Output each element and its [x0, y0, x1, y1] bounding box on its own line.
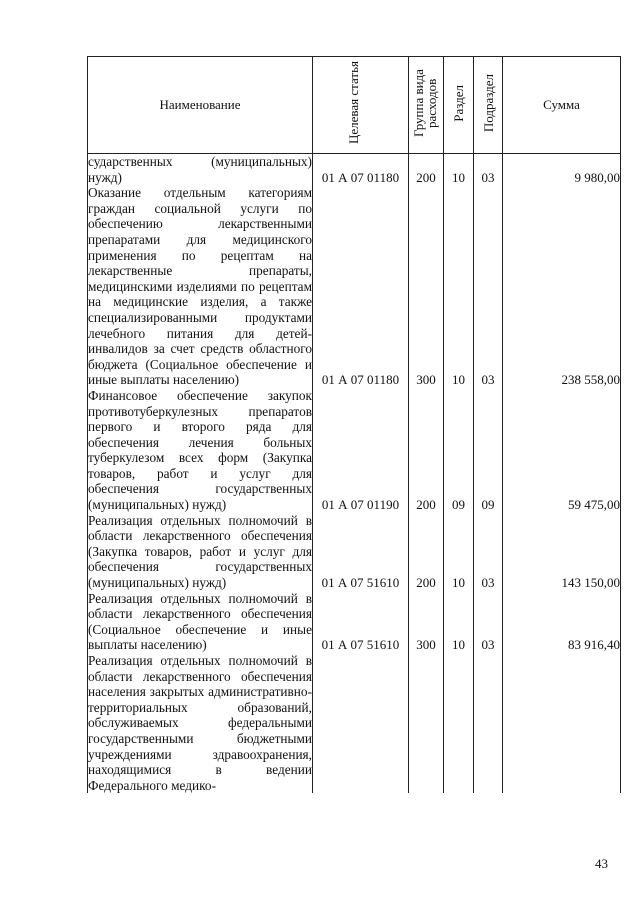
row-code	[313, 653, 409, 793]
row-name: сударственных (муниципальных) нужд)	[88, 154, 312, 185]
page-number: 43	[595, 856, 608, 871]
row-code: 01 А 07 01180	[313, 154, 409, 186]
header-target: Целевая статья	[313, 57, 409, 154]
row-group: 200	[409, 388, 444, 513]
row-sum: 143 150,00	[503, 513, 621, 591]
row-name: Реализация отдельных полномочий в области лекарственного обеспечения населения закрытых административно-территориальных образований, обслуживаемых федеральными государственными бюджетными учреждениями здравоохранения, находящимися в ведении Федерального медико-	[88, 653, 312, 793]
header-sum: Сумма	[503, 57, 621, 154]
row-sum: 9 980,00	[503, 154, 621, 186]
row-subsection: 03	[474, 185, 503, 388]
row-name: Финансовое обеспечение закупок противотуберкулезных препаратов первого и второго ряда для обеспечения лечения больных туберкулезом всех форм (Закупка товаров, работ и услуг для обеспечения государственных (муниципальных) нужд)	[88, 387, 312, 513]
row-code: 01 А 07 01180	[313, 185, 409, 388]
row-subsection: 03	[474, 154, 503, 186]
row-group: 200	[409, 154, 444, 186]
row-section	[444, 653, 474, 793]
header-section: Раздел	[444, 57, 474, 154]
row-section: 10	[444, 513, 474, 591]
row-sum: 238 558,00	[503, 185, 621, 388]
table-row	[88, 591, 621, 653]
row-group: 200	[409, 513, 444, 591]
row-code: 01 А 07 51610	[313, 591, 409, 653]
row-subsection: 03	[474, 513, 503, 591]
row-name: Оказание отдельным категориям граждан социальной услуги по обеспечению лекарственными препаратами для медицинского применения по рецептам на лекарственные препараты, медицинскими изделиями по рецептам на медицинские изделия, а также специализированными продуктами лечебного питания для детей-инвалидов за счет средств областного бюджета (Социальное обеспечение и иные выплаты населению)	[88, 185, 312, 388]
row-subsection: 09	[474, 388, 503, 513]
row-code: 01 А 07 51610	[313, 513, 409, 591]
row-section: 10	[444, 154, 474, 186]
row-sum: 59 475,00	[503, 388, 621, 513]
table-row	[88, 154, 621, 186]
header-group: Группа вида расходов	[409, 57, 444, 154]
row-group: 300	[409, 185, 444, 388]
row-name: Реализация отдельных полномочий в области лекарственного обеспечения (Закупка товаров, работ и услуг для обеспечения государственных (муниципальных) нужд)	[88, 512, 312, 591]
table-row	[88, 185, 621, 388]
row-subsection	[474, 653, 503, 793]
row-sum: 83 916,40	[503, 591, 621, 653]
header-name: Наименование	[88, 57, 313, 154]
row-section: 10	[444, 185, 474, 388]
table-header-row	[88, 57, 621, 154]
table-row	[88, 653, 621, 793]
table-row	[88, 388, 621, 513]
row-sum	[503, 653, 621, 793]
row-group	[409, 653, 444, 793]
header-subsection: Подраздел	[474, 57, 503, 154]
row-group: 300	[409, 591, 444, 653]
row-section: 09	[444, 388, 474, 513]
row-name: Реализация отдельных полномочий в области лекарственного обеспечения (Социальное обеспечение и иные выплаты населению)	[88, 590, 312, 653]
row-section: 10	[444, 591, 474, 653]
budget-table	[87, 56, 621, 793]
row-subsection: 03	[474, 591, 503, 653]
table-row	[88, 513, 621, 591]
row-code: 01 А 07 01190	[313, 388, 409, 513]
